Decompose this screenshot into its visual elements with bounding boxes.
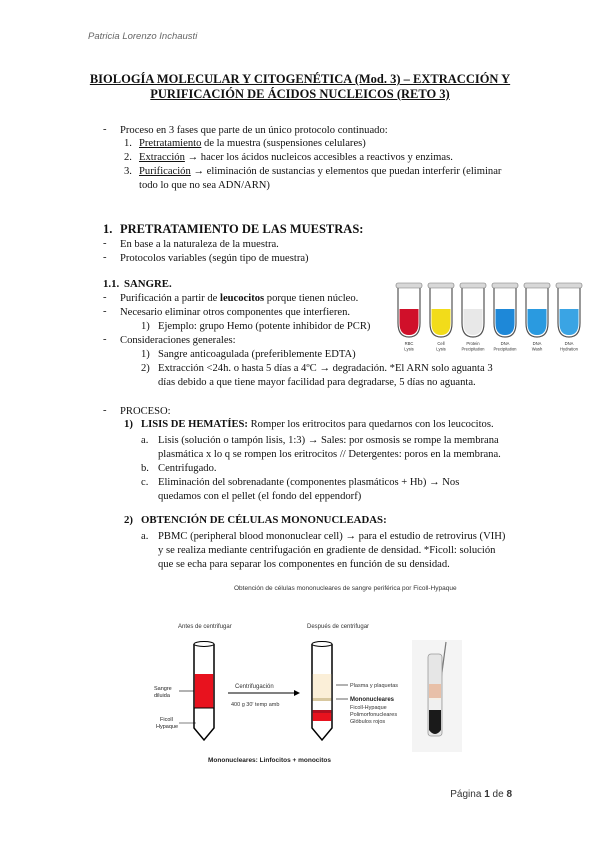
rbc-layer <box>313 713 331 721</box>
page-title <box>60 72 540 102</box>
mono-label: Mononucleares <box>350 697 395 703</box>
tube-cap <box>492 283 518 288</box>
bullet-dash: - <box>103 124 107 135</box>
section-1-1-num: 1.1. <box>103 278 120 290</box>
tube-liquid <box>464 309 483 335</box>
step-2-num: 2) <box>124 514 133 526</box>
letter: b. <box>141 463 149 474</box>
sangre-sub-3-l2: días debido a que tiene mayor facilidad para degradarse, 5 días no aguanta. <box>158 377 476 388</box>
ficoll-label-2: Hypaque <box>156 724 179 730</box>
intro-item-num: 2. <box>124 152 132 163</box>
title-line-2: PURIFICACIÓN DE ÁCIDOS NUCLEICOS (RETO 3) <box>150 87 450 101</box>
figure-caption: Obtención de células mononucleares de sangre periférica por Ficoll-Hypaque <box>234 585 457 592</box>
ficoll-layer-label: Ficoll-Hypaque <box>350 705 387 711</box>
page-number: Página 1 de 8 <box>450 789 512 800</box>
ficoll-label: Ficoll <box>160 717 173 723</box>
tube-rim <box>312 642 332 647</box>
plasma-label: Plasma y plaquetas <box>350 683 398 689</box>
extraction-tubes-figure <box>392 279 592 359</box>
tube-liquid <box>560 309 579 335</box>
ficoll-layer <box>313 701 331 710</box>
tube-label: Precipitation <box>493 346 517 352</box>
step-1-title: LISIS DE HEMATÍES: Romper los eritrocitos para quedarnos con los leucocitos. <box>141 419 494 430</box>
step-2-a-l1: PBMC (peripheral blood mononuclear cell) → para el estudio de retrovirus (VIH) <box>158 531 506 542</box>
step-1-b: Centrifugado. <box>158 463 217 474</box>
tube-label: Lysis <box>404 346 414 352</box>
step-2-title: OBTENCIÓN DE CÉLULAS MONONUCLEADAS: <box>141 514 387 526</box>
photo-clear <box>429 700 441 710</box>
sangre-sub-2: Sangre anticoagulada (preferiblemente EDTA) <box>158 349 356 360</box>
blood-label-2: diluida <box>154 693 170 699</box>
intro-item-1: Pretratamiento de la muestra (suspensiones celulares) <box>139 138 366 149</box>
intro-item-num: 1. <box>124 138 132 149</box>
sub-num: 2) <box>141 363 150 374</box>
sangre-sub-3-l1: Extracción <24h. o hasta 5 días a 4ºC → degradación. *El ARN solo aguanta 3 <box>158 363 493 374</box>
before-label: Antes de centrifugar <box>178 624 232 630</box>
tube-liquid <box>432 309 451 335</box>
sub-num: 1) <box>141 321 150 332</box>
section-1-bullet: Protocolos variables (según tipo de muestra) <box>120 253 309 264</box>
section-1-heading: PRETRATAMIENTO DE LAS MUESTRAS: <box>120 222 364 236</box>
intro-item-3-cont: todo lo que no sea ADN/ARN) <box>139 180 270 191</box>
mononuclear-layer <box>313 698 331 701</box>
tube-cap <box>396 283 422 288</box>
tube-cap <box>428 283 454 288</box>
tube-liquid <box>528 309 547 335</box>
tube-label: Hydration <box>560 346 578 352</box>
intro-bullet: Proceso en 3 fases que parte de un único protocolo continuado: <box>120 125 388 136</box>
section-1-bullet: En base a la naturaleza de la muestra. <box>120 239 279 250</box>
tube-liquid <box>496 309 515 335</box>
tube-cap <box>524 283 550 288</box>
intro-item-num: 3. <box>124 166 132 177</box>
bullet-dash: - <box>103 252 107 263</box>
bullet-dash: - <box>103 306 107 317</box>
step-1-a-l1: Lisis (solución o tampón lisis, 1:3) → Sales: por osmosis se rompe la membrana <box>158 435 499 446</box>
step-1-c-l2: quedamos con el pellet (el fondo del eppendorf) <box>158 491 362 502</box>
tube-label: RBC <box>404 341 414 346</box>
bullet-dash: - <box>103 334 107 345</box>
sangre-bullet-1: Purificación a partir de leucocitos porque tienen núcleo. <box>120 293 359 304</box>
pmn-label: Polimorfonucleares <box>350 712 398 718</box>
ficoll-figure <box>150 578 470 768</box>
proceso-label: PROCESO: <box>120 406 171 417</box>
tube-label: DNA <box>564 341 574 346</box>
tube-rim <box>194 642 214 647</box>
intro-item-2: Extracción → hacer los ácidos nucleicos accesibles a reactivos y enzimas. <box>139 152 453 163</box>
tube-label: Wash <box>531 346 543 352</box>
rbc-label: Glóbulos rojos <box>350 719 386 725</box>
sangre-bullet-2: Necesario eliminar otros componentes que interfieren. <box>120 307 351 318</box>
tube-cap <box>556 283 582 288</box>
tube-label: DNA <box>532 341 542 346</box>
pmn-layer <box>313 710 331 713</box>
tube-label: Protein <box>466 341 480 346</box>
bullet-dash: - <box>103 405 107 416</box>
step-1-a-l2: plasmática x lo q se rompen los eritrocitos // Detergentes: poros en la membrana. <box>158 449 501 460</box>
blood-label: Sangre <box>154 686 172 692</box>
centrifugation-label: Centrifugación <box>235 684 274 690</box>
bullet-dash: - <box>103 238 107 249</box>
author-name: Patricia Lorenzo Inchausti <box>88 31 198 42</box>
section-1-num: 1. <box>103 222 113 236</box>
sangre-sub-1: Ejemplo: grupo Hemo (potente inhibidor de PCR) <box>158 321 371 332</box>
arrow-head <box>294 690 300 696</box>
plasma-layer <box>313 674 331 698</box>
letter: c. <box>141 477 149 488</box>
photo-rbc <box>429 710 441 734</box>
step-2-a-l3: que se echa para separar los componentes en función de su densidad. <box>158 559 450 570</box>
blood-layer <box>195 674 213 708</box>
after-label: Después de centrifugar <box>307 624 370 630</box>
intro-item-3: Purificación → eliminación de sustancias y elementos que puedan interferir (eliminar <box>139 166 502 177</box>
section-1-1-heading: SANGRE. <box>124 278 172 290</box>
title-line-1: BIOLOGÍA MOLECULAR Y CITOGENÉTICA (Mod. 3) – EXTRACCIÓN Y <box>89 72 511 86</box>
tube-cap <box>460 283 486 288</box>
letter: a. <box>141 435 149 446</box>
speed-label: 400 g 30' temp amb <box>231 702 280 708</box>
tube-label: Precipitation <box>461 346 485 352</box>
photo-plasma <box>429 684 441 698</box>
mono-summary: Mononucleares: Linfocitos + monocitos <box>208 757 331 764</box>
step-1-num: 1) <box>124 418 133 430</box>
tube-liquid <box>400 309 419 335</box>
tube-label: Lysis <box>436 346 446 352</box>
step-2-a-l2: y se realiza mediante centrifugación en gradiente de densidad. *Ficoll: solución <box>158 545 496 556</box>
step-1-c-l1: Eliminación del sobrenadante (componentes plasmáticos + Hb) → Nos <box>158 477 460 488</box>
sangre-bullet-3: Consideraciones generales: <box>120 335 236 346</box>
letter: a. <box>141 531 149 542</box>
sub-num: 1) <box>141 349 150 360</box>
bullet-dash: - <box>103 292 107 303</box>
tube-label: DNA <box>500 341 510 346</box>
tube-label: Cell <box>437 341 445 346</box>
photo-buffy <box>429 698 441 700</box>
